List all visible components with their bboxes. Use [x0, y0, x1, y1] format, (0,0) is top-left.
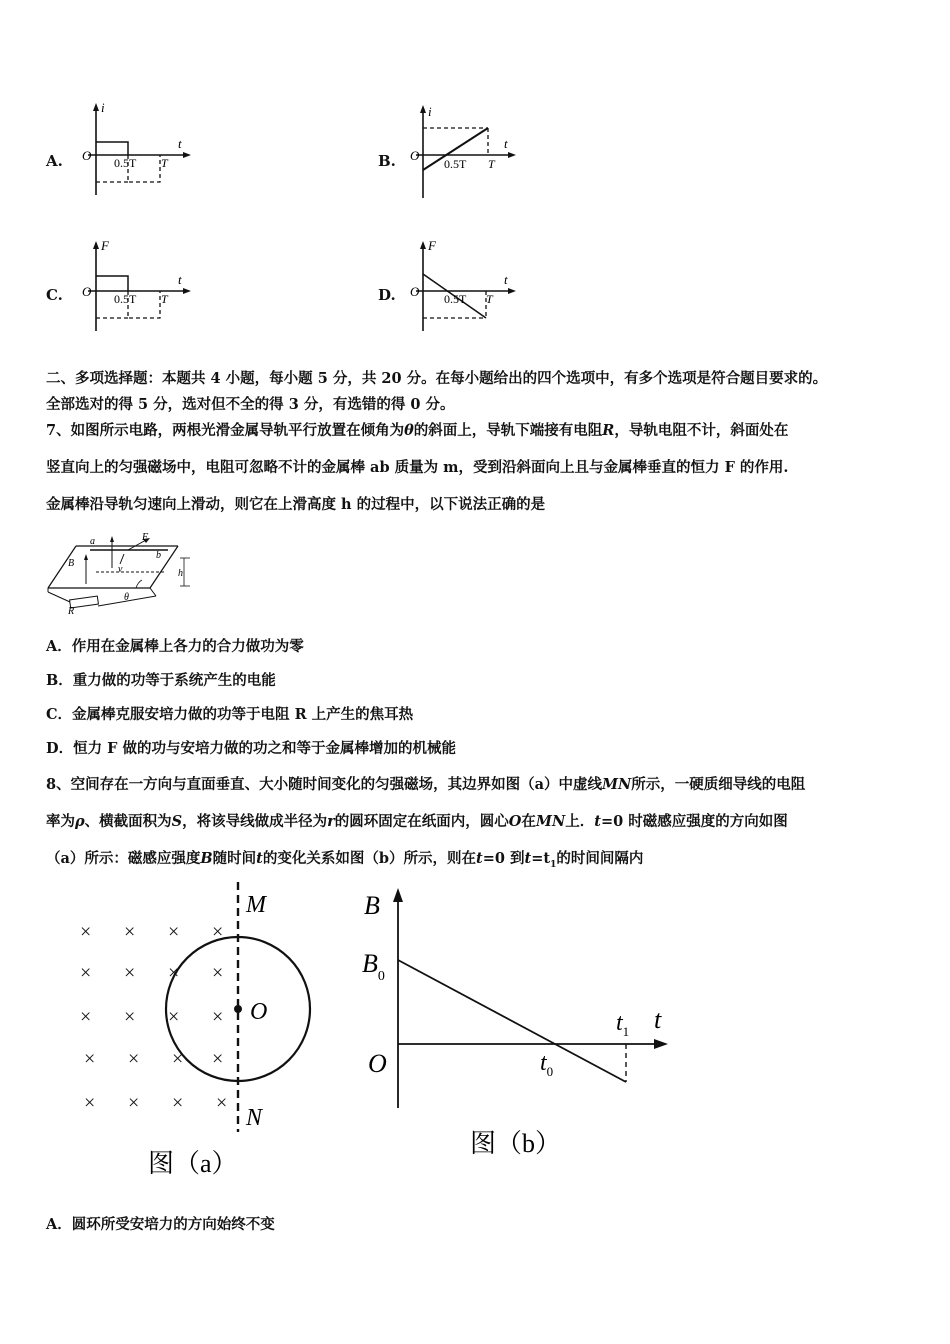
q8-s: S [171, 813, 183, 830]
cross-mark: × [80, 962, 92, 984]
cross-mark: × [84, 1092, 96, 1114]
graph-d-ylabel: F [428, 238, 436, 253]
cross-mark: × [212, 1006, 224, 1028]
q7-option-b: B．重力做的功等于系统产生的电能 [46, 672, 276, 689]
graph-b-origin: O [410, 148, 420, 163]
t1-main: t [616, 1010, 623, 1036]
t0-sub: 0 [546, 1064, 554, 1079]
graph-d [408, 236, 528, 336]
q7-resistor-symbol: R [602, 422, 615, 439]
graph-a-tick2: T [161, 156, 168, 170]
label-o: O [250, 999, 268, 1025]
q8-sub1: 1 [550, 859, 557, 870]
cross-mark: × [212, 921, 224, 943]
q8-t-a: t [476, 850, 483, 867]
label-n: N [246, 1105, 263, 1131]
b0-sub: 0 [377, 969, 385, 984]
fig-a-caption: 图（a） [148, 1149, 238, 1178]
q8-rho: ρ [75, 813, 85, 830]
graph-c-tick1: 0.5T [114, 292, 137, 306]
cross-mark: × [212, 962, 224, 984]
q8-line1 [46, 772, 805, 798]
graph-d-origin: O [410, 284, 420, 299]
q8-line2-g: =0 时磁感应强度的方向如图 [600, 813, 788, 830]
cross-mark: × [80, 921, 92, 943]
graph-c-tick2: T [161, 292, 168, 306]
graph-c [78, 236, 198, 336]
q8-mn: MN [601, 776, 632, 793]
graph-a [78, 100, 198, 200]
center-dot [234, 1005, 242, 1013]
q8-r: r [327, 813, 335, 830]
q8-line1-a: 8、空间存在一方向与直面垂直、大小随时间变化的匀强磁场，其边界如图（a）中虚线 [46, 776, 602, 793]
q8-line3-d: =0 到 [482, 850, 525, 867]
option-d-label: D. [378, 286, 396, 304]
graph-b-tick1: 0.5T [444, 157, 467, 171]
cross-mark: × [212, 1048, 224, 1070]
cross-mark: × [124, 1006, 136, 1028]
graph-a-xlabel: t [178, 136, 182, 151]
q8-line3-b: 随时间 [212, 850, 257, 867]
b-line [398, 960, 626, 1082]
q7-line1-b: 的斜面上，导轨下端接有电阻 [413, 422, 603, 439]
q7-fig-label-R: R [68, 606, 75, 617]
q7-line1-a: 7、如图所示电路，两根光滑金属导轨平行放置在倾角为 [46, 422, 405, 439]
q8-line2-e: 在 [521, 813, 536, 830]
graph-b-tick2: T [488, 157, 495, 171]
q8-line3-e: =t [531, 850, 551, 867]
option-a-label: A. [46, 152, 63, 170]
q8-line3-c: 的变化关系如图（b）所示，则在 [262, 850, 477, 867]
q8-line2-f: 上． [565, 813, 595, 830]
graph-c-xlabel: t [178, 272, 182, 287]
cross-mark: × [168, 962, 180, 984]
option-b-label: B. [378, 152, 396, 170]
option-c-label: C. [46, 286, 63, 304]
graph-d-tick2: T [486, 292, 493, 306]
cross-mark: × [216, 1092, 228, 1114]
graph-a-tick1: 0.5T [114, 156, 137, 170]
cross-mark: × [128, 1092, 140, 1114]
q8-line1-b: 所示，一硬质细导线的电阻 [631, 776, 806, 793]
q7-option-a: A．作用在金属棒上各力的合力做功为零 [46, 638, 304, 655]
q7-line3: 金属棒沿导轨匀速向上滑动，则它在上滑高度 h 的过程中，以下说法正确的是 [46, 496, 546, 513]
cross-mark: × [172, 1048, 184, 1070]
q7-fig-label-v: v [118, 564, 123, 575]
q7-line2: 竖直向上的匀强磁场中，电阻可忽略不计的金属棒 ab 质量为 m，受到沿斜面向上且与金属棒垂直的恒力 F 的作用. [46, 459, 789, 476]
q8-o: O [508, 813, 522, 830]
q8-figure-b [358, 882, 678, 1172]
q7-option-d: D．恒力 F 做的功与安培力做的功之和等于金属棒增加的机械能 [46, 740, 456, 757]
q8-figure-a [60, 880, 340, 1190]
graph-d-tick1: 0.5T [444, 292, 467, 306]
cross-mark: × [168, 1006, 180, 1028]
crosses [80, 921, 227, 1114]
axis-b-label: B [364, 891, 380, 920]
graph-b-ylabel: i [428, 104, 432, 119]
q8-t-eq: t [594, 813, 601, 830]
q8-t-b: t [524, 850, 532, 867]
q7-incline-figure [38, 528, 198, 618]
t0-label [540, 1050, 553, 1079]
fig-b-caption: 图（b） [470, 1129, 562, 1158]
cross-mark: × [128, 1048, 140, 1070]
q7-fig-label-theta: θ [124, 592, 129, 603]
cross-mark: × [172, 1092, 184, 1114]
q8-line3-f: 的时间间隔内 [556, 850, 644, 867]
cross-mark: × [124, 921, 136, 943]
q8-mn2: MN [535, 813, 566, 830]
q7-line1-c: ，导轨电阻不计，斜面处在 [614, 422, 789, 439]
q7-line1 [46, 418, 788, 444]
q7-fig-label-F: F [142, 532, 149, 543]
label-m: M [246, 892, 266, 918]
origin-label: O [368, 1049, 387, 1078]
q8-option-a: A．圆环所受安培力的方向始终不变 [46, 1216, 275, 1233]
graph-a-ylabel: i [101, 100, 105, 115]
b0-main: B [362, 949, 378, 978]
q7-option-c: C．金属棒克服安培力做的功等于电阻 R 上产生的焦耳热 [46, 706, 414, 723]
cross-mark: × [124, 962, 136, 984]
q8-line2-b: 、横截面积为 [84, 813, 172, 830]
t1-sub: 1 [622, 1024, 630, 1039]
q8-line3 [46, 846, 643, 878]
graph-b-xlabel: t [504, 136, 508, 151]
graph-a-origin: O [82, 148, 92, 163]
t0-main: t [540, 1050, 547, 1076]
section2-instructions-line1: 二、多项选择题：本题共 4 小题，每小题 5 分，共 20 分。在每小题给出的四个选项中，有多个选项是符合题目要求的。 [46, 370, 828, 387]
graph-d-xlabel: t [504, 272, 508, 287]
q7-fig-label-B: B [68, 558, 75, 569]
q7-fig-label-b: b [156, 550, 161, 561]
q7-fig-label-a: a [90, 536, 95, 547]
graph-c-ylabel: F [101, 238, 109, 253]
cross-mark: × [84, 1048, 96, 1070]
q8-t: t [256, 850, 263, 867]
q8-line2-c: ，将该导线做成半径为 [182, 813, 328, 830]
q7-fig-label-h: h [178, 568, 183, 579]
t1-label [616, 1010, 629, 1039]
q8-line2-a: 率为 [46, 813, 75, 830]
q8-b: B [200, 850, 213, 867]
q8-line3-a: （a）所示：磁感应强度 [46, 850, 201, 867]
q8-line2-d: 的圆环固定在纸面内，圆心 [334, 813, 509, 830]
cross-mark: × [168, 921, 180, 943]
axis-t-label: t [654, 1005, 662, 1034]
section2-instructions-line2: 全部选对的得 5 分，选对但不全的得 3 分，有选错的得 0 分。 [46, 396, 455, 413]
q7-theta: θ [404, 422, 414, 439]
b0-label [362, 949, 385, 984]
graph-c-origin: O [82, 284, 92, 299]
q8-line2 [46, 809, 788, 835]
cross-mark: × [80, 1006, 92, 1028]
graph-b [408, 100, 528, 200]
